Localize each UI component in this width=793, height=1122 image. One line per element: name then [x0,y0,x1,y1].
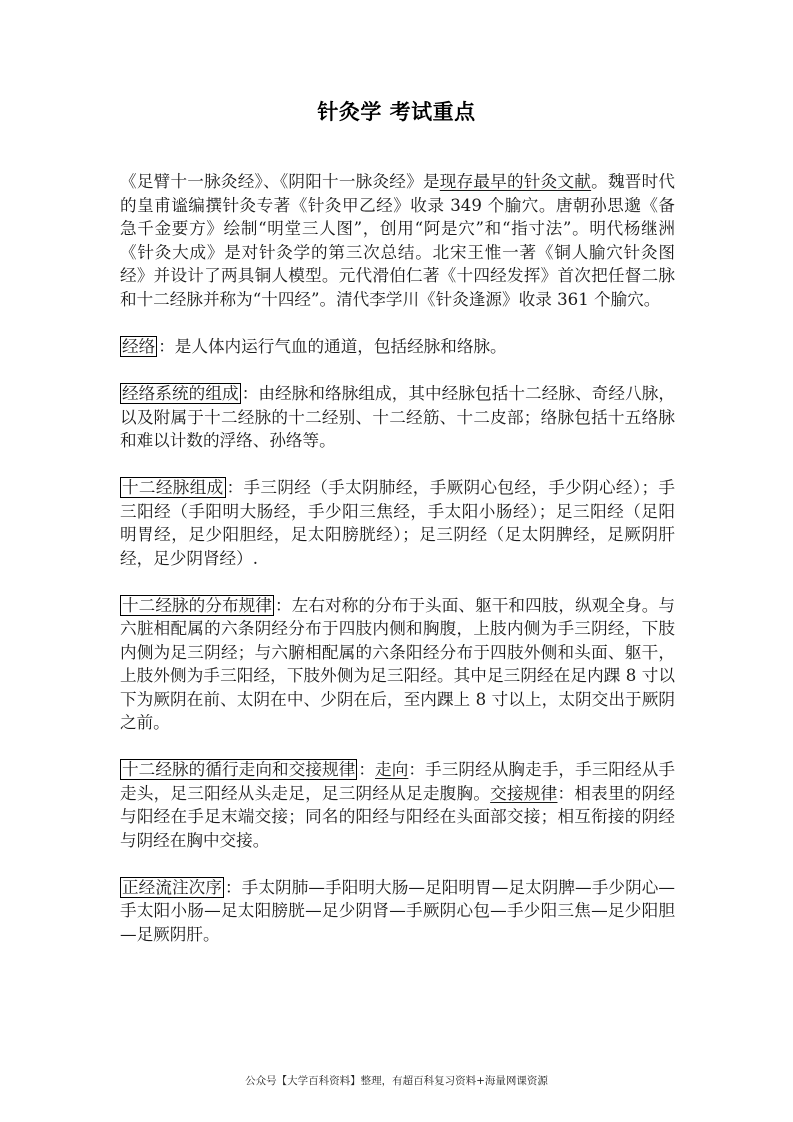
colon: ： [358,760,376,779]
definition-flow-order [120,876,675,947]
subterm-connection-rule: 交接规律 [490,783,558,803]
page-footer: 公众号【大学百科资料】整理，有超百科复习资料+海量网课资源 [245,1075,548,1087]
definition-text: ：手三阴经（手太阴肺经，手厥阴心包经，手少阴心经）；手三阳经（手阳明大肠经，手少阳三焦经，手太阳小肠经）；足三阳经（足阳明胃经，足少阳胆经，足太阳膀胱经）；足三阴经（足太阴脾经，足厥阴肝经，足少阴肾经）. [120,478,676,568]
term-box-flow-order: 正经流注次序 [122,877,223,897]
history-paragraph [120,170,675,311]
term-box-meridian: 经络 [122,337,156,356]
history-text-b: 。魏晋时代的皇甫谧编撰针灸专著《针灸甲乙经》收录 349 个腧穴。唐朝孙思邈《备急千金要方》绘制“明堂三人图”，创用“阿是穴”和“指寸法”。明代杨继洲《针灸大成》是对针灸学的第三次总结。北宋王惟一著《铜人腧穴针灸图经》并设计了两具铜人模型。元代滑伯仁著《十四经发挥》首次把任督二脉和十二经脉并称为“十四经”。清代李学川《针灸逢源》收录 361 个腧穴。 [120,172,676,309]
document-body [120,170,675,970]
definition-text: ：手太阴肺—手阳明大肠—足阳明胃—足太阴脾—手少阴心—手太阳小肠—足太阳膀胱—足少阴肾—手厥阴心包—手少阳三焦—足少阳胆—足厥阴肝。 [120,877,676,944]
definition-meridian-system [120,382,675,453]
direction-text: ：手三阴经从胸走手，手三阳经从手走头，足三阳经从头走足，足三阴经从足走腹胸。 [120,760,676,803]
definition-text: ：左右对称的分布于头面、躯干和四肢，纵观全身。与六脏相配属的六条阴经分布于四肢内侧和胸腹，上肢内侧为手三阴经，下肢内侧为足三阴经；与六腑相配属的六条阳经分布于四肢外侧和头面、躯干，上肢外侧为手三阳经，下肢外侧为足三阳经。其中足三阴经在足内踝 8 寸以下为厥阴在前、太阴在中、少阴在后，至内踝上 8 寸以上，太阴交出于厥阴之前。 [120,595,676,732]
earliest-literature-underlined: 现存最早的针灸文献 [439,172,592,191]
definition-twelve-meridians [120,476,675,570]
document-title: 针灸学 考试重点 [317,100,476,124]
definition-text: ：是人体内运行气血的通道，包括经脉和络脉。 [158,337,507,356]
definition-distribution [120,594,675,735]
term-box-distribution: 十二经脉的分布规律 [122,595,273,615]
definition-course-and-connection [120,758,675,852]
term-box-meridian-system: 经络系统的组成 [122,384,239,403]
history-text-a: 《足臂十一脉灸经》、《阴阳十一脉灸经》是 [120,172,440,191]
term-box-twelve-meridians: 十二经脉组成 [122,478,224,497]
definition-text: ：由经脉和络脉组成，其中经脉包括十二经脉、奇经八脉，以及附属于十二经脉的十二经别、十二经筋、十二皮部；络脉包括十五络脉和难以计数的浮络、孙络等。 [120,384,676,450]
subterm-direction: 走向 [375,760,409,779]
definition-meridian [120,335,675,359]
term-box-course: 十二经脉的循行走向和交接规律 [122,760,356,779]
connection-text: ：相表里的阴经与阳经在手足末端交接；同名的阳经与阳经在头面部交接；相互衔接的阴经与阴经在胸中交接。 [120,783,676,850]
